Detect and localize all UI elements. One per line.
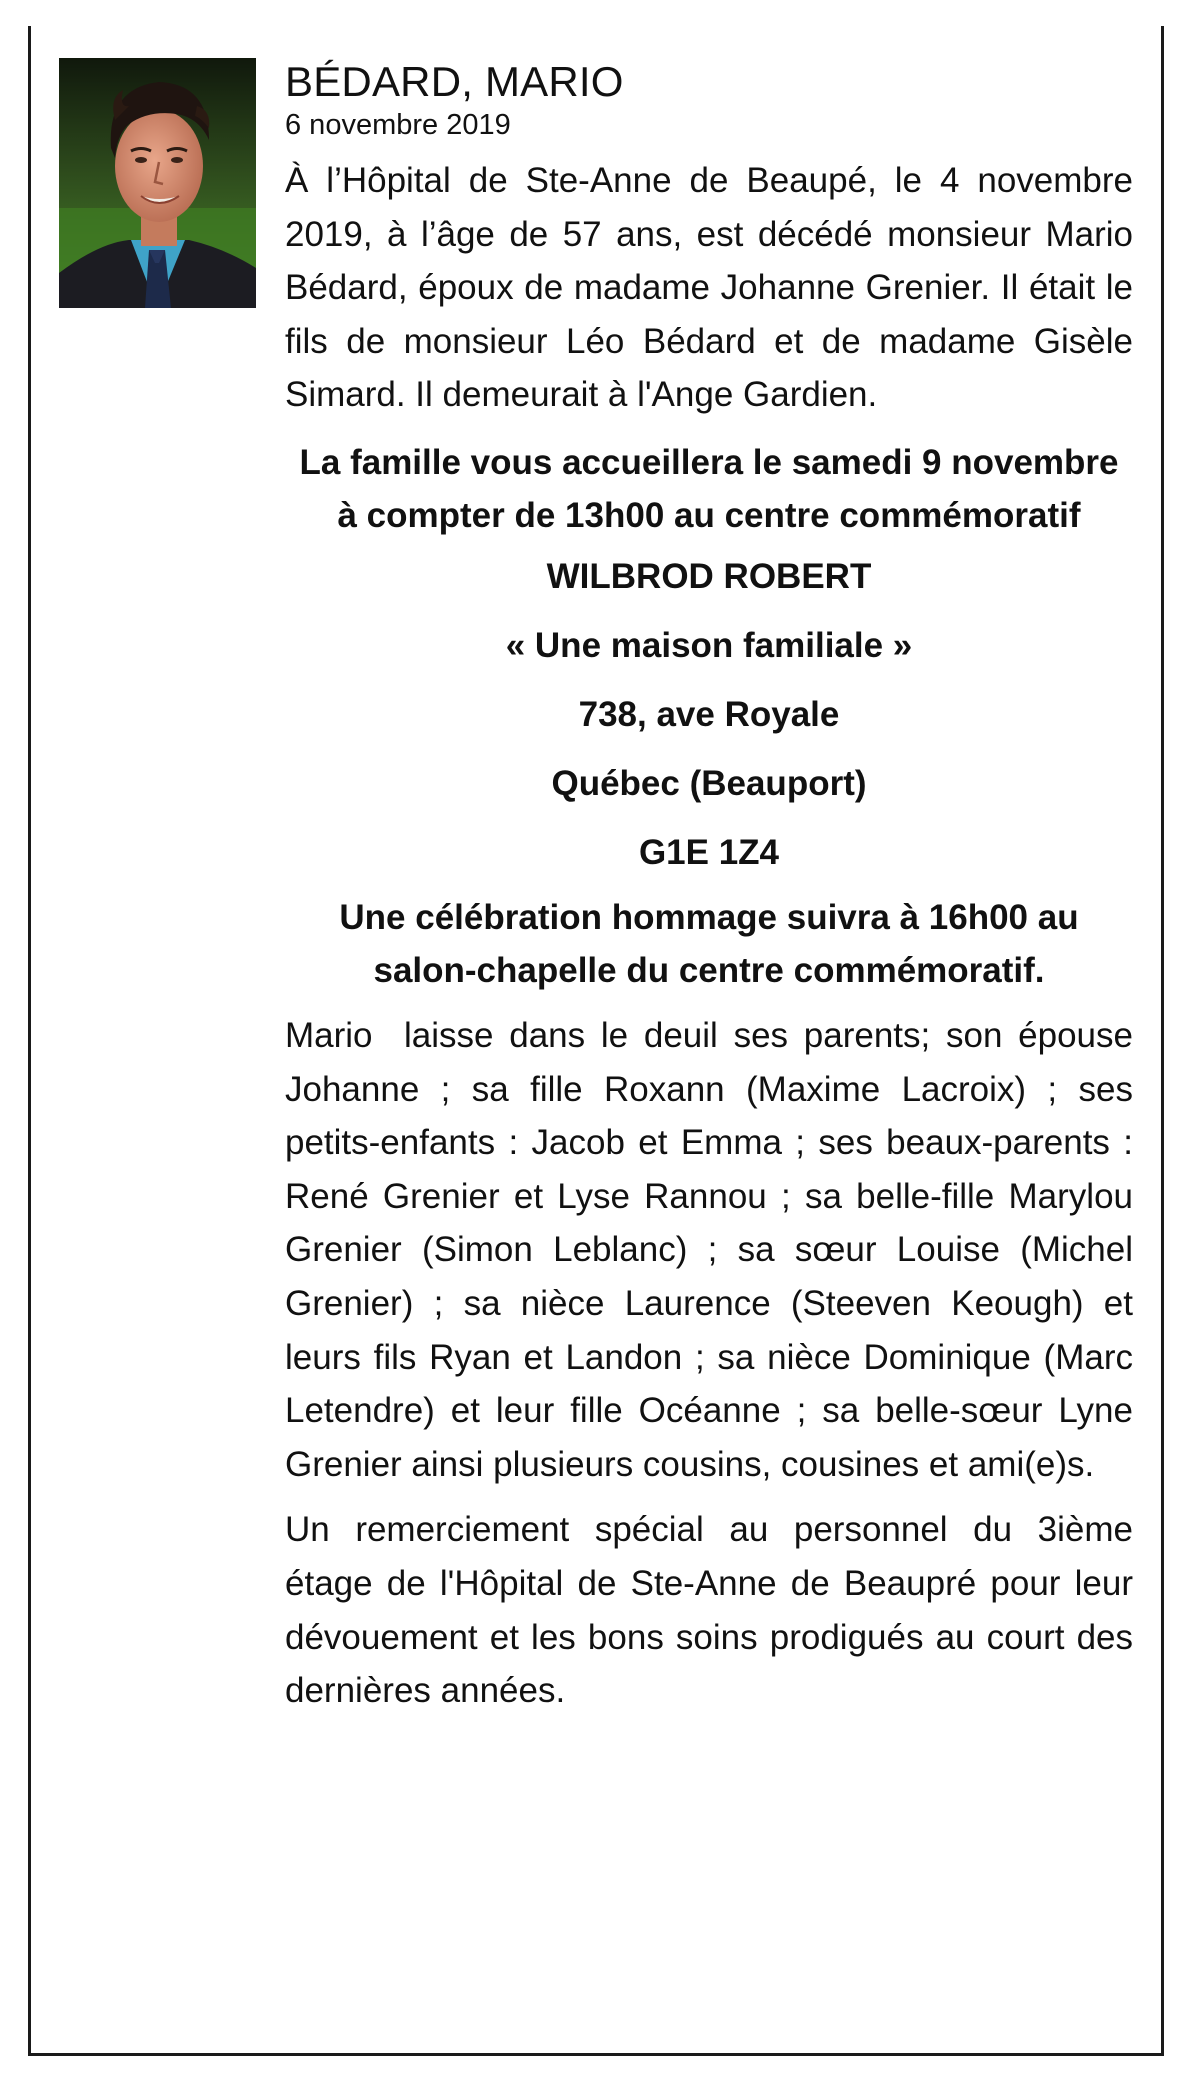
funeral-home-tagline: « Une maison familiale » [505,625,913,665]
deceased-name: BÉDARD, MARIO [285,58,624,105]
funeral-home-postal-code: G1E 1Z4 [638,832,780,872]
portrait-photo [59,58,256,308]
thanks-paragraph: Un remerciement spécial au personnel du 3ième étage de l'Hôpital de Ste-Anne de Beaupré pour leur dévouement et les bons soins prodigués au court des dernières années. [285,1510,1133,1711]
intro-paragraph: À l’Hôpital de Ste-Anne de Beaupé, le 4 novembre 2019, à l’âge de 57 ans, est décédé monsieur Mario Bédard, époux de madame Johanne Grenier. Il était le fils de monsieur Léo Bédard et de madame Gisèle Simard. Il demeurait à l'Ange Gardien. [285,161,1133,415]
obituary-content [285,56,1143,1718]
funeral-home-name: WILBROD ROBERT [546,556,872,596]
ceremony-notice: Une célébration hommage suivra à 16h00 au salon-chapelle du centre commémoratif. [339,897,1079,990]
funeral-home-address: 738, ave Royale [578,694,840,734]
survivors-paragraph: Mario laisse dans le deuil ses parents; son épouse Johanne ; sa fille Roxann (Maxime Lacroix) ; ses petits-enfants : Jacob et Emma ; ses beaux-parents : René Grenier et Lyse Rannou ; sa belle-fille Marylou Grenier (Simon Leblanc) ; sa sœur Louise (Michel Grenier) ; sa nièce Laurence (Steeven Keough) et leurs fils Ryan et Landon ; sa nièce Dominique (Marc Letendre) et leur fille Océanne ; sa belle-sœur Lyne Grenier ainsi plusieurs cousins, cousines et ami(e)s. [285,1015,1143,1484]
visitation-notice: La famille vous accueillera le samedi 9 novembre à compter de 13h00 au centre commémoratif [299,442,1119,535]
publication-date: 6 novembre 2019 [285,109,511,141]
funeral-home-city: Québec (Beauport) [551,763,867,803]
